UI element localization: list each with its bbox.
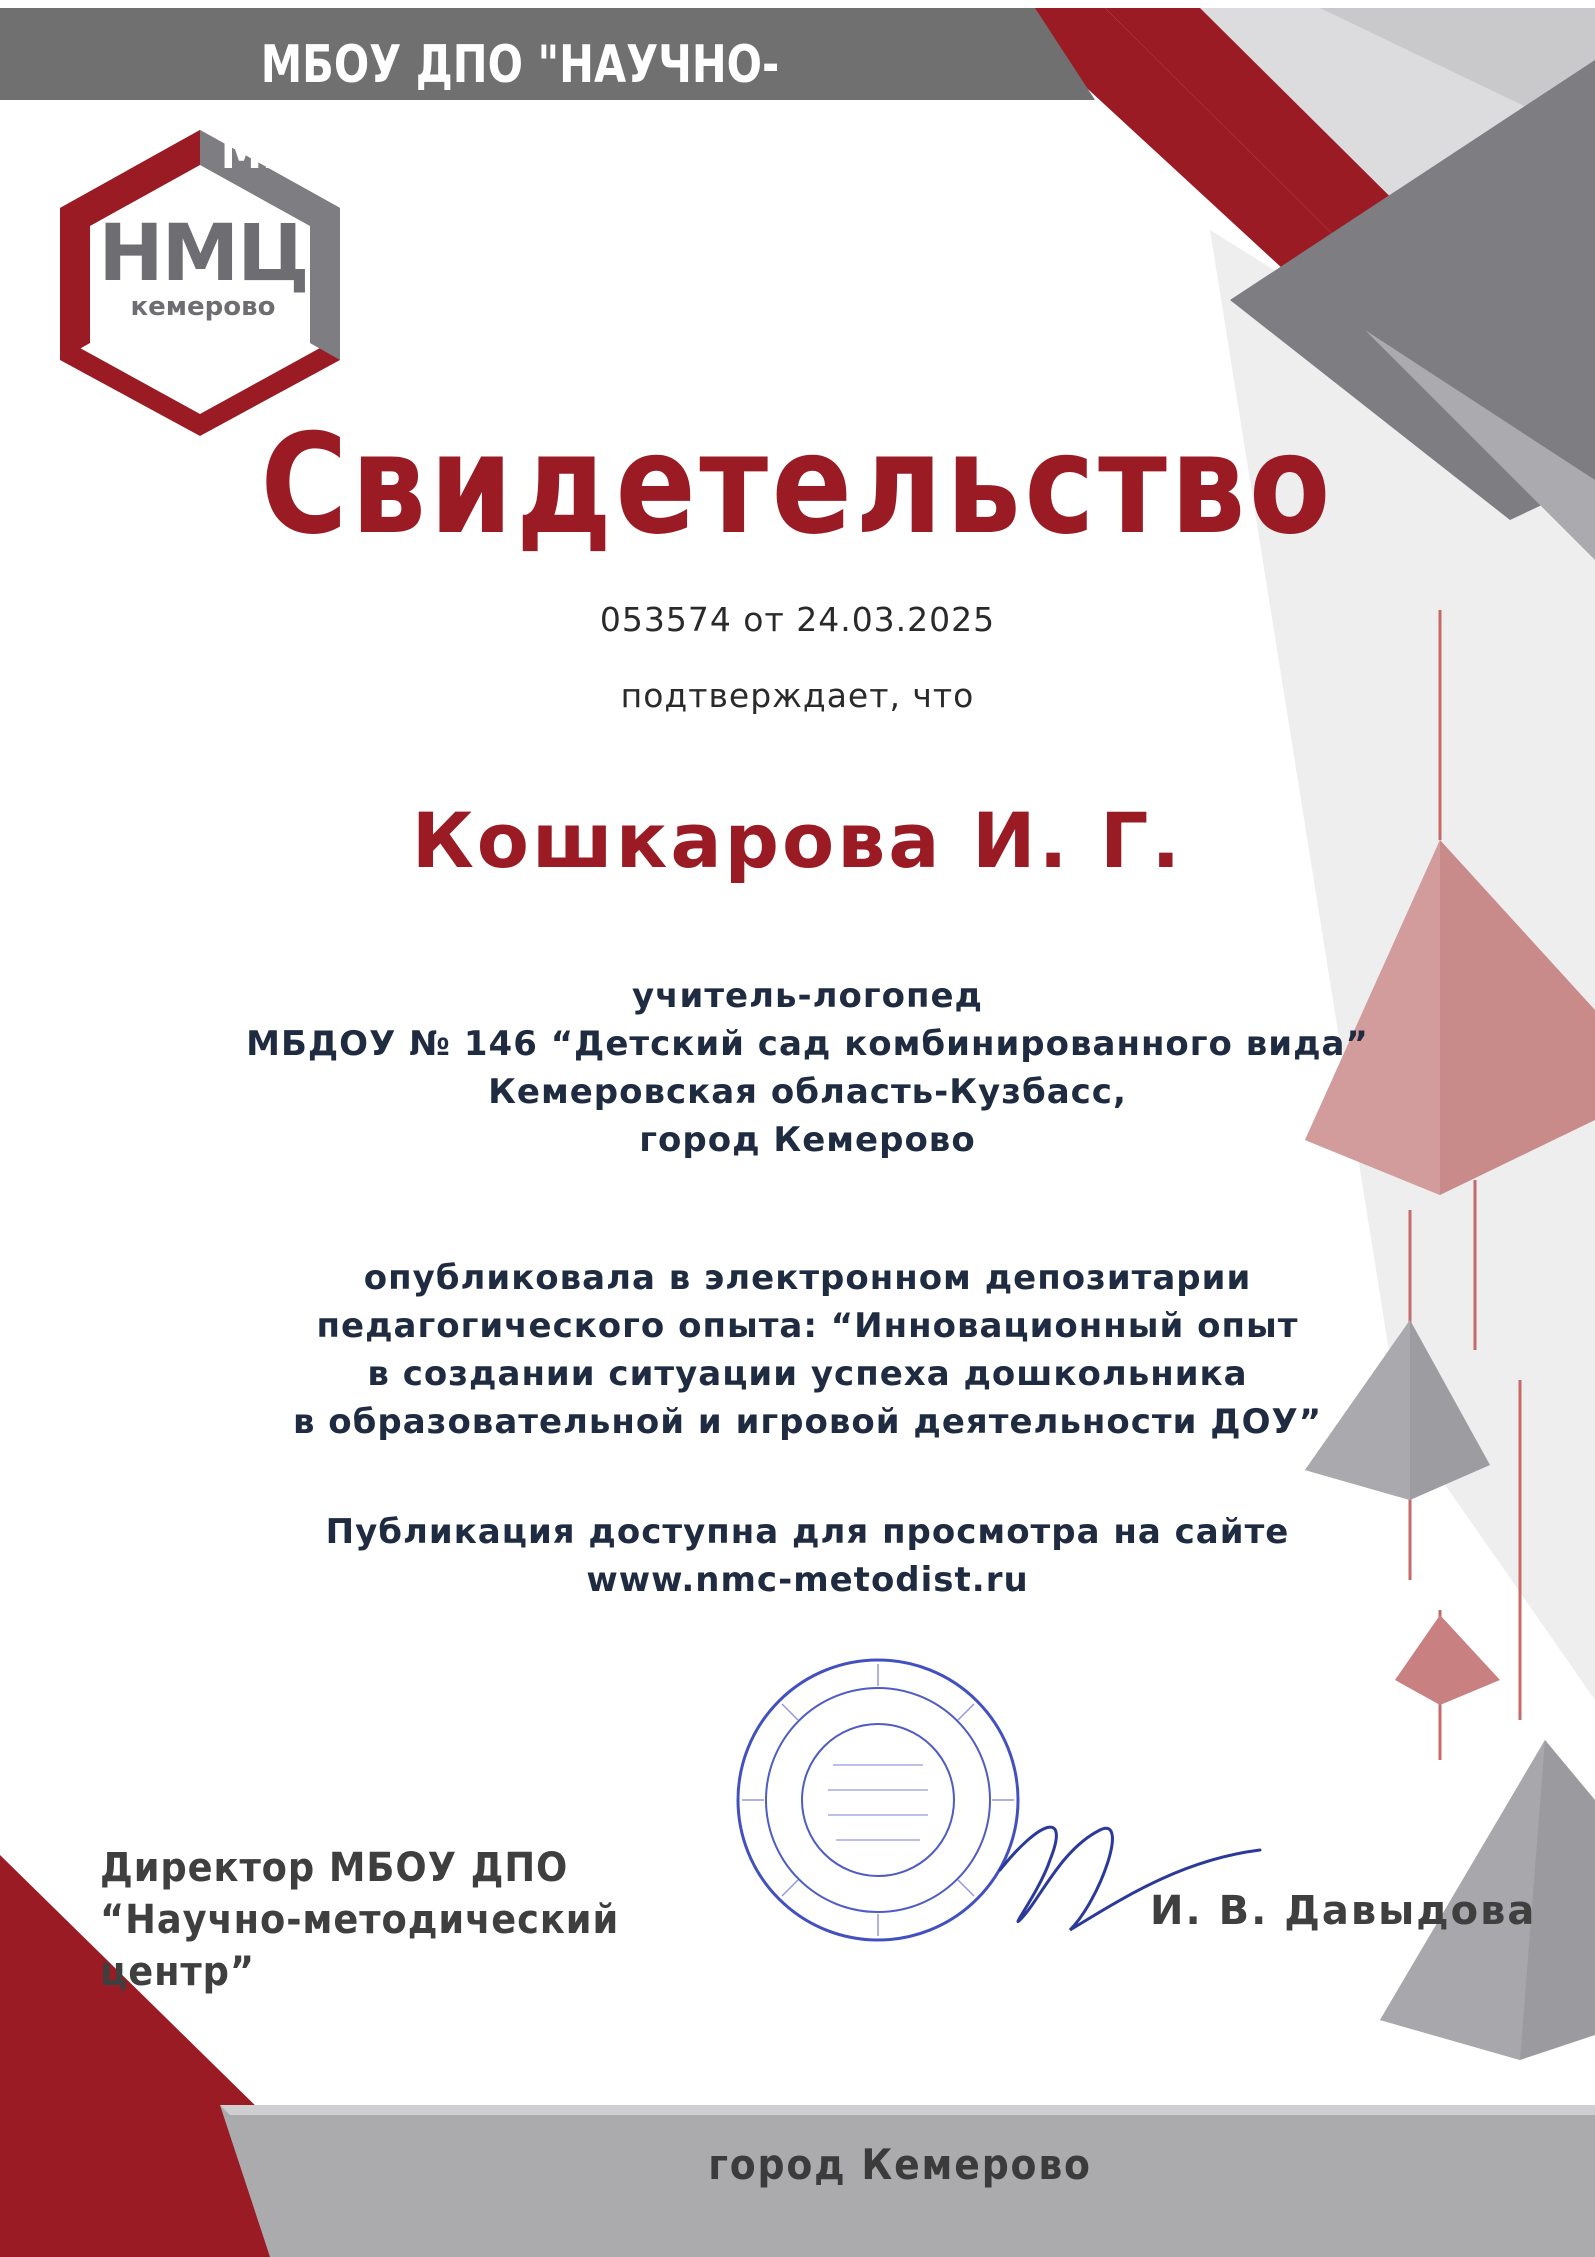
- position-line: учитель-логопед: [632, 976, 983, 1016]
- position-line: город Кемерово: [639, 1120, 976, 1160]
- publication-line: педагогического опыта: “Инновационный опыт: [316, 1306, 1299, 1346]
- publication-block: [130, 1254, 1485, 1446]
- position-block: [130, 972, 1485, 1164]
- signer-name: И. В. Давыдова: [1150, 1888, 1537, 1934]
- confirms-text: подтверждает, что: [620, 676, 975, 715]
- logo-city: кемерово: [130, 292, 276, 322]
- director-title: [100, 1842, 744, 1998]
- website-url: www.nmc-metodist.ru: [586, 1560, 1029, 1600]
- availability-block: [130, 1508, 1485, 1604]
- certificate-number: 053574 от 24.03.2025: [599, 600, 996, 639]
- logo-abbr: НМЦ: [98, 209, 308, 299]
- header-org-title: МБОУ ДПО "НАУЧНО-МЕТОДИЧЕСКИЙ ЦЕНТР": [220, 35, 820, 181]
- footer-city: город Кемерово: [708, 2140, 1092, 2189]
- publication-line: в образовательной и игровой деятельности ДОУ”: [292, 1402, 1323, 1442]
- publication-line: в создании ситуации успеха дошкольника: [367, 1354, 1248, 1394]
- director-line: “Научно-методический центр”: [100, 1897, 620, 1995]
- director-line: Директор МБОУ ДПО: [100, 1845, 569, 1891]
- certificate-title: Свидетельство: [260, 404, 1334, 565]
- position-line: Кемеровская область-Кузбасс,: [488, 1072, 1127, 1112]
- position-line: МБДОУ № 146 “Детский сад комбинированного вида”: [246, 1024, 1369, 1064]
- availability-line: Публикация доступна для просмотра на сайте: [325, 1512, 1290, 1552]
- logo: [88, 209, 318, 322]
- publication-line: опубликовала в электронном депозитарии: [363, 1258, 1252, 1298]
- recipient-name: Кошкарова И. Г.: [411, 796, 1184, 885]
